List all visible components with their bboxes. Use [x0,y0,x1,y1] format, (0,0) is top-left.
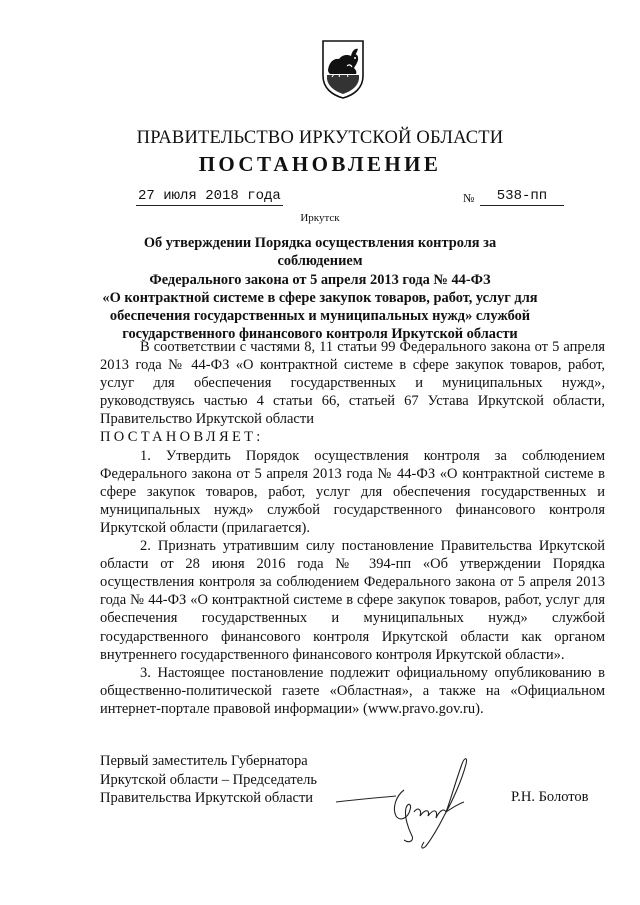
title-line: Федерального закона от 5 апреля 2013 года № 44-ФЗ [149,271,491,288]
title-line: Об утверждении Порядка осуществления контроля за соблюдением [143,235,497,270]
item-3-paragraph: 3. Настоящее постановление подлежит официальному опубликованию в общественно-политической газете «Областная», а также на «Официальном интернет-портале правовой информации» (www.pravo.gov.ru). [100,664,605,717]
handwritten-signature-icon [334,750,484,860]
title-line: государственного финансового контроля Иркутской области [122,326,518,343]
item-1-paragraph: 1. Утвердить Порядок осуществления контроля за соблюдением Федерального закона от 5 апреля 2013 года № 44-ФЗ «О контрактной системе в сфере закупок товаров, работ, услуг для обеспечения государственных и муниципальных нужд» службой государственного финансового контроля Иркутской области (прилагается). [100,447,605,536]
irkutsk-coat-of-arms-icon [320,38,366,100]
signatory-name: Р.Н. Болотов [511,789,589,805]
preamble-paragraph: В соответствии с частями 8, 11 статьи 99 Федерального закона от 5 апреля 2013 года № 44-ФЗ «О контрактной системе в сфере закупок товаров, работ, услуг для обеспечения государственных и муниципальных нужд», руководствуясь частью 4 статьи 66, статьей 67 Устава Иркутской области, Правительство Иркутской области [100,339,605,428]
document-date: 27 июля 2018 года [138,188,281,204]
item-2-paragraph: 2. Признать утратившим силу постановление Правительства Иркутской области от 28 июня 2016 года № 394-пп «Об утверждении Порядка осуществления контроля за соблюдением Федерального закона от 5 апреля 2013 года № 44-ФЗ «О контрактной системе в сфере закупок товаров, работ, услуг для обеспечения государственных и муниципальных нужд» службой государственного финансового контроля Иркутской области как органом внутреннего государственного финансового контроля Иркутской области». [100,538,605,663]
document-city: Иркутск [300,212,340,224]
signatory-position [100,752,317,808]
signatory-position-line: Первый заместитель Губернатора [100,753,308,769]
government-name: ПРАВИТЕЛЬСТВО ИРКУТСКОЙ ОБЛАСТИ [136,128,504,148]
signatory-position-line: Правительства Иркутской области [100,790,314,807]
title-line: обеспечения государственных и муниципальных нужд» службой [109,308,531,325]
document-number-label: № [463,191,475,205]
title-line: «О контрактной системе в сфере закупок товаров, работ, услуг для [102,289,538,306]
document-title [100,234,540,344]
document-type: ПОСТАНОВЛЕНИЕ [198,152,442,176]
signatory-position-line: Иркутской области – Председатель [100,771,317,788]
resolves-heading: ПОСТАНОВЛЯЕТ: [100,429,264,446]
document-number: 538-пп [480,188,564,206]
document-body [100,338,605,718]
